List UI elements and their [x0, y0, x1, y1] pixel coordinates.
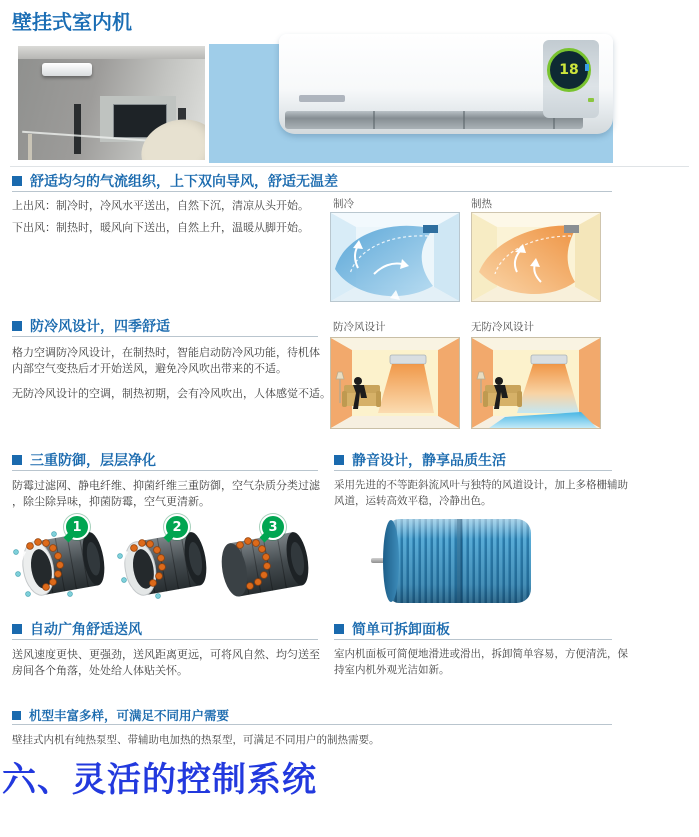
anticold-line-3: 无防冷风设计的空调，制热初期，会有冷风吹出，人体感觉不适。 [12, 387, 331, 400]
page-title: 壁挂式室内机 [12, 10, 132, 34]
section-panel-title: 简单可拆卸面板 [352, 622, 450, 638]
anticold-diagram-label: 防冷风设计 [333, 321, 386, 333]
section-bullet-icon [12, 321, 22, 331]
badge-number: 3 [268, 519, 278, 535]
ac-unit-product-image [279, 34, 613, 134]
anticold-line-2: 内部空气变热后才开始送风，避免冷风吹出带来的不适。 [12, 362, 287, 375]
filter-line-2: ，除尘除异味，抑菌防霉，空气更清新。 [12, 495, 210, 508]
temperature-display: 18 [547, 48, 591, 92]
filter-step-badge-1 [64, 514, 90, 540]
panel-line-2: 持室内机外观光洁如新。 [334, 664, 450, 676]
photo-speaker-left [74, 104, 81, 154]
quiet-line-1: 采用先进的不等距斜流风叶与独特的风道设计，加上多格栅辅助 [334, 479, 628, 491]
fan-seam [457, 519, 462, 603]
quiet-line-2: 风道，运转高效平稳，冷静出色。 [334, 495, 492, 507]
section-wideangle-title: 自动广角舒适送风 [30, 622, 142, 638]
section-models-rule [12, 724, 612, 725]
panel-line-1: 室内机面板可简便地滑进或滑出，拆卸简单容易，方便清洗，保 [334, 648, 628, 660]
ac-louver-grille [285, 111, 583, 129]
anticold-room-diagram [330, 337, 460, 429]
cooling-diagram-label: 制冷 [333, 198, 354, 210]
section-panel-rule [334, 639, 612, 640]
crossflow-fan-image [377, 519, 531, 603]
filter-stage-1-image [10, 528, 106, 602]
filter-stage-2-image [112, 528, 208, 602]
section-filter-rule [12, 470, 318, 471]
section-models-title: 机型丰富多样，可满足不同用户需要 [29, 708, 230, 723]
section-anticold-title: 防冷风设计，四季舒适 [30, 319, 170, 335]
anticold-line-1: 格力空调防冷风设计，在制热时，智能启动防冷风功能，待机体 [12, 346, 320, 359]
product-hero-panel [209, 44, 613, 163]
wideangle-line-2: 房间各个角落，处处给人体贴关怀。 [12, 664, 188, 677]
no-anticold-diagram-label: 无防冷风设计 [471, 321, 534, 333]
section-quiet-title: 静音设计，静享品质生活 [352, 453, 506, 469]
section-bullet-icon [334, 455, 344, 465]
section-bullet-icon [12, 455, 22, 465]
wideangle-line-1: 送风速度更快、更强劲，送风距离更远，可将风自然、均匀送至 [12, 648, 320, 661]
filter-step-badge-2 [164, 514, 190, 540]
filter-line-1: 防霉过滤网、静电纤维、抑菌纤维三重防御，空气杂质分类过滤 [12, 479, 320, 492]
photo-ceiling [18, 46, 205, 59]
section-models-header [12, 706, 229, 724]
section-wideangle-header [12, 619, 142, 639]
no-anticold-room-diagram [471, 337, 601, 429]
living-room-photo [18, 46, 205, 160]
section-airflow-title: 舒适均匀的气流组织，上下双向导风，舒适无温差 [30, 174, 338, 190]
section-anticold-rule [12, 336, 318, 337]
display-mode-tick [585, 64, 589, 71]
ac-indicator-led [588, 98, 594, 102]
filter-step-badge-3 [260, 514, 286, 540]
airflow-line-1: 上出风：制冷时，冷风水平送出，自然下沉，清凉从头开始。 [12, 199, 309, 212]
section-filter-title: 三重防御，层层净化 [30, 453, 156, 469]
section-panel-header [334, 619, 450, 639]
badge-number: 1 [72, 519, 82, 535]
section-bullet-icon [334, 624, 344, 634]
section-bullet-icon [12, 624, 22, 634]
photo-wall-ac [42, 63, 92, 76]
section-airflow-rule [12, 191, 612, 192]
photo-lamp [28, 134, 32, 160]
airflow-line-2: 下出风：制热时，暖风向下送出，自然上升，温暖从脚开始。 [12, 221, 309, 234]
cooling-airflow-diagram [330, 212, 460, 302]
heating-diagram-label: 制热 [471, 198, 492, 210]
section-wideangle-rule [12, 639, 318, 640]
badge-number: 2 [172, 519, 182, 535]
section-quiet-header [334, 450, 506, 470]
brand-logo [299, 95, 345, 102]
next-chapter-heading: 六、灵活的控制系统 [2, 760, 317, 800]
models-line-1: 壁挂式内机有纯热泵型、带辅助电加热的热泵型，可满足不同用户的制热需要。 [12, 734, 380, 746]
section-bullet-icon [12, 711, 21, 720]
section-quiet-rule [334, 470, 612, 471]
fan-end-cap [383, 520, 399, 602]
section-airflow-header [12, 171, 338, 191]
heating-airflow-diagram [471, 212, 601, 302]
section-anticold-header [12, 316, 170, 336]
hero-divider [10, 166, 689, 167]
section-bullet-icon [12, 176, 22, 186]
section-filter-header [12, 450, 156, 470]
